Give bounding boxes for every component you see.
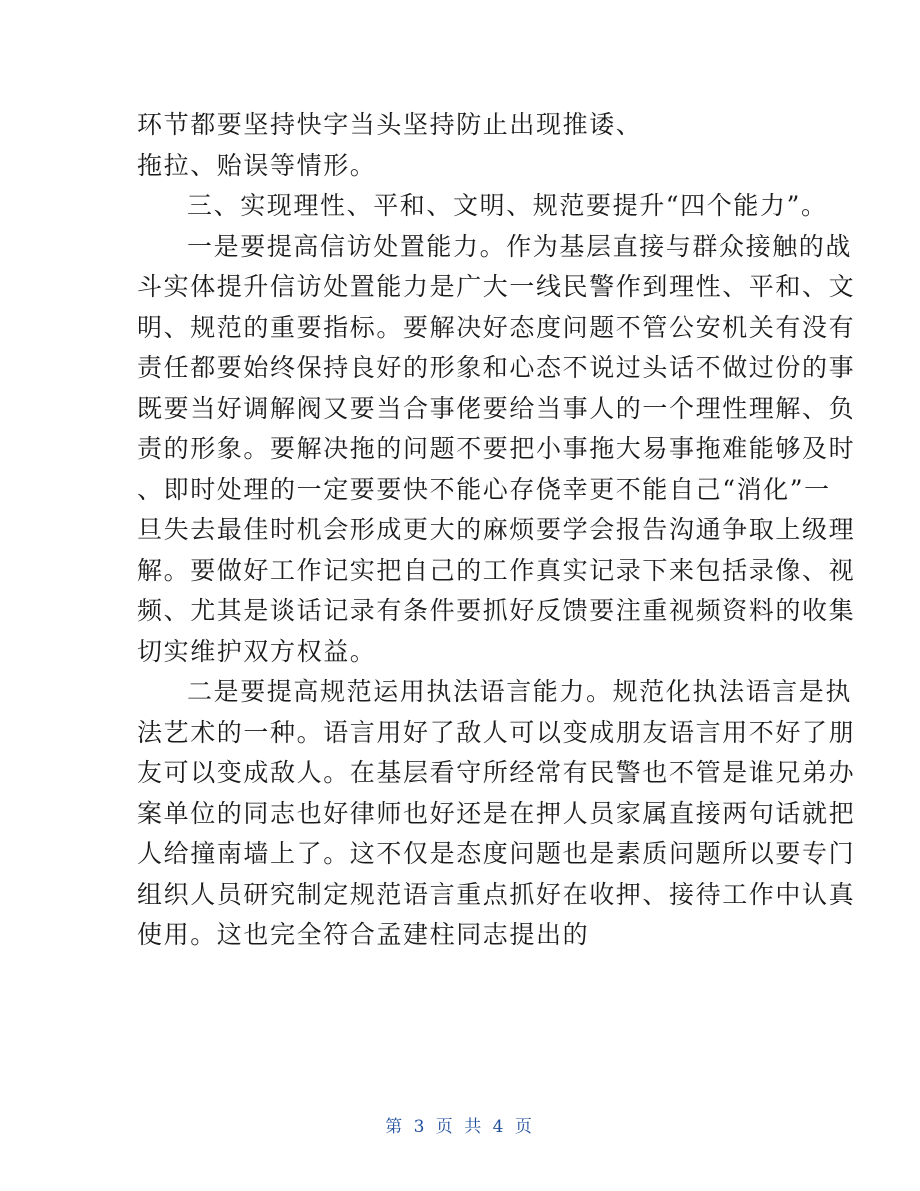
text-line: 切实维护双方权益。 [137,636,377,666]
text-line: 拖拉、贻误等情形。 [137,150,377,180]
document-body [137,105,856,956]
text-line: 解。要做好工作记实把自己的工作真实记录下来包括录像、视 [137,555,856,585]
text-line: 组织人员研究制定规范语言重点抓好在收押、接待工作中认真 [137,879,856,909]
paragraph-start: 二是要提高规范运用执法语言能力。规范化执法语言是执 [187,677,853,706]
text-line: 既要当好调解阀又要当合事佬要给当事人的一个理性理解、负 [137,393,856,423]
paragraph-start: 一是要提高信访处置能力。作为基层直接与群众接触的战 [187,231,853,261]
page-number-footer: 第 3 页 共 4 页 [385,1117,535,1137]
text-line: 使用。这也完全符合孟建柱同志提出的 [137,920,590,949]
text-line: 、即时处理的一定要要快不能心存侥幸更不能自己“消化”一 [137,474,831,504]
text-line: 环节都要坚持快字当头坚持防止出现推诿、 [137,110,643,139]
section-heading: 三、实现理性、平和、文明、规范要提升“四个能力”。 [187,191,828,220]
text-line: 明、规范的重要指标。要解决好态度问题不管公安机关有没有 [137,312,856,342]
text-line: 责任都要始终保持良好的形象和心态不说过头话不做过份的事 [137,353,856,382]
text-line: 斗实体提升信访处置能力是广大一线民警作到理性、平和、文 [137,272,856,301]
text-line: 频、尤其是谈话记录有条件要抓好反馈要注重视频资料的收集 [137,596,856,625]
text-line: 友可以变成敌人。在基层看守所经常有民警也不管是谁兄弟办 [137,758,856,787]
text-line: 案单位的同志也好律师也好还是在押人员家属直接两句话就把 [137,798,856,828]
text-line: 人给撞南墙上了。这不仅是态度问题也是素质问题所以要专门 [137,839,856,868]
text-line: 旦失去最佳时机会形成更大的麻烦要学会报告沟通争取上级理 [137,515,856,544]
text-line: 法艺术的一种。语言用好了敌人可以变成朋友语言用不好了朋 [137,717,856,747]
text-line: 责的形象。要解决拖的问题不要把小事拖大易事拖难能够及时 [137,434,856,463]
